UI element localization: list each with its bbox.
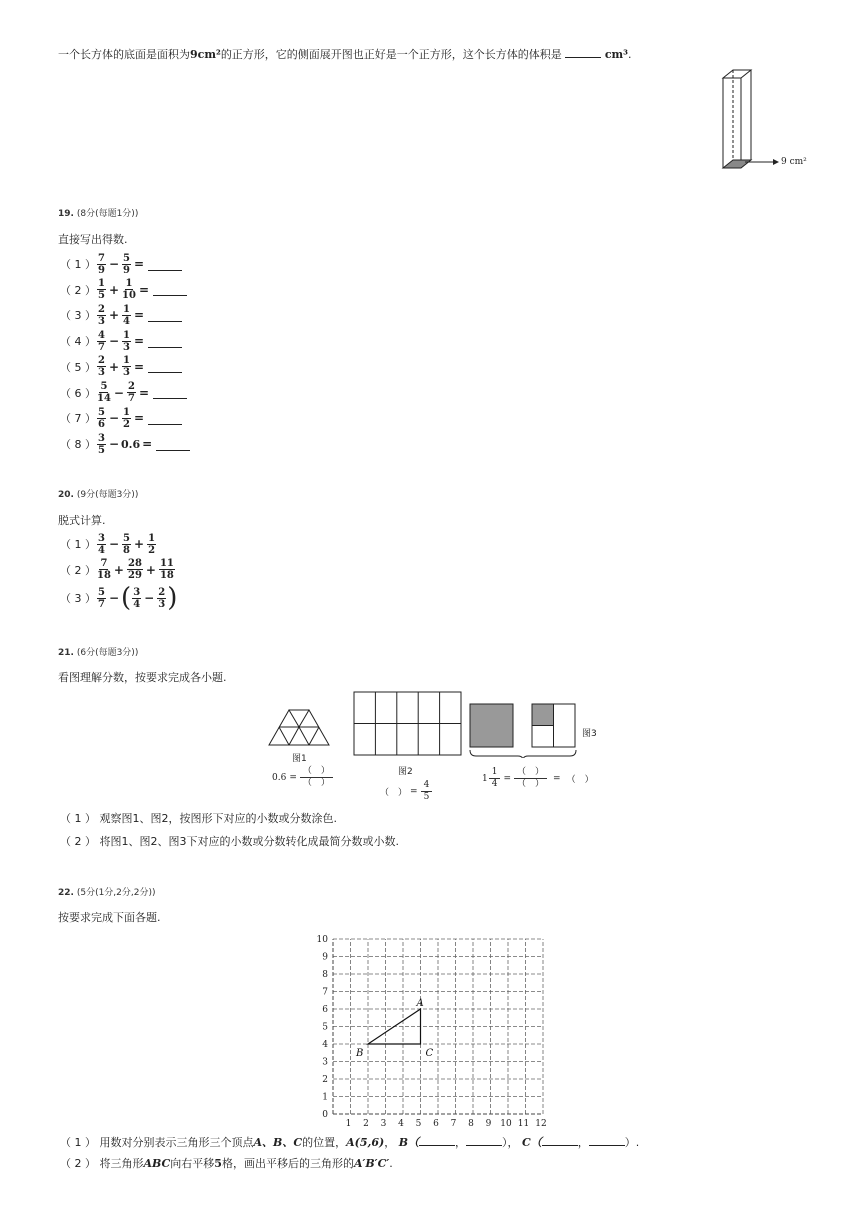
vertex-c-label: C (425, 1048, 434, 1059)
fraction: $\frac{2}{3}$ (98, 303, 105, 327)
q21-instruction: 看图理解分数，按要求完成各小题. (58, 671, 227, 684)
x-tick-label: 7 (450, 1119, 457, 1129)
x-tick-label: 11 (517, 1119, 530, 1129)
x-tick-label: 2 (363, 1119, 369, 1129)
fraction: $\frac{1}{10}$ (122, 278, 136, 302)
q19-item-3: （ 3 ） $\frac{2}{3}$ + $\frac{1}{4}$ = (60, 303, 182, 327)
x-tick-label: 1 (345, 1119, 352, 1129)
q18-text-c: 的正方形，它的侧面展开图也正好是一个正方形，这个长方体的体积是 (220, 48, 562, 61)
y-tick-label: 6 (322, 1005, 328, 1015)
q21-sub-1: （ 1 ） 观察图1、图2，按图形下对应的小数或分数涂色. (60, 812, 337, 825)
q20-item-2: （ 2 ） $\frac{7}{18}$ + $\frac{28}{29}$ + $\frac{11}{18}$ (60, 558, 174, 581)
q18-unit: cm³ (604, 48, 628, 61)
q22-b-y-blank[interactable] (466, 1134, 502, 1146)
q21-fig3-label: 图3 (582, 729, 597, 739)
answer-blank[interactable] (153, 283, 187, 296)
q21-figure-3-squares (468, 702, 580, 758)
x-tick-label: 5 (415, 1119, 422, 1129)
fraction: $\frac{5}{14}$ (97, 381, 111, 404)
q22-coordinate-grid[interactable] (310, 930, 560, 1130)
q19-instruction: 直接写出得数. (58, 233, 128, 246)
y-tick-label: 4 (322, 1040, 328, 1050)
q18-question: 一个长方体的底面是面积为9cm²的正方形，它的侧面展开图也正好是一个正方形，这个长方体的体积是 cm³. (58, 48, 632, 61)
fraction: $\frac{1}{5}$ (98, 278, 105, 302)
q20-header: 20. (9分(每题3分)) (58, 490, 139, 500)
answer-blank[interactable] (148, 335, 182, 348)
fraction: $\frac{1}{3}$ (123, 355, 130, 379)
fraction: $\frac{5}{8}$ (123, 532, 130, 556)
fraction: $\frac{3}{4}$ (98, 532, 105, 556)
y-tick-label: 8 (322, 970, 328, 980)
fraction: $\frac{7}{9}$ (98, 252, 105, 276)
q21-figure-2-grid (353, 691, 463, 757)
vertex-a-label: A (416, 998, 424, 1009)
q21-figure-1-triangles (266, 706, 336, 748)
q19-item-4: （ 4 ） $\frac{4}{7}$ − $\frac{1}{3}$ = (60, 329, 182, 353)
q22-header: 22. (5分(1分,2分,2分)) (58, 888, 156, 898)
q19-item-5: （ 5 ） $\frac{2}{3}$ + $\frac{1}{3}$ = (60, 355, 182, 379)
q19-item-8: （ 8 ） $\frac{3}{5}$ − 0.6 = (60, 432, 190, 456)
x-tick-label: 6 (433, 1119, 439, 1129)
x-tick-label: 10 (500, 1119, 512, 1129)
x-tick-label: 8 (468, 1119, 474, 1129)
y-tick-label: 2 (322, 1075, 328, 1085)
q22-sub-1: （ 1 ） 用数对分别表示三角形三个顶点A、B、C的位置，A(5,6)， B（ ， ）， C（ ， ）. (60, 1136, 640, 1149)
answer-blank[interactable] (148, 412, 182, 425)
fraction: $\frac{1}{2}$ (148, 532, 156, 556)
y-tick-label: 0 (322, 1110, 328, 1120)
q21-sub-2: （ 2 ） 将图1、图2、图3下对应的小数或分数转化成最简分数或小数. (60, 835, 399, 848)
q20-item-1: （ 1 ） $\frac{3}{4}$ − $\frac{5}{8}$ + $\frac{1}{2}$ (60, 532, 156, 556)
fraction: $\frac{11}{18}$ (159, 558, 174, 581)
q19-item-6: （ 6 ） $\frac{5}{14}$ − $\frac{2}{7}$ = (60, 381, 187, 405)
answer-blank[interactable] (148, 309, 182, 322)
fraction: $\frac{1}{4}$ (123, 303, 130, 327)
q22-c-y-blank[interactable] (589, 1134, 625, 1146)
q19-item-1: （ 1 ） $\frac{7}{9}$ − $\frac{5}{9}$ = (60, 252, 182, 276)
x-tick-label: 3 (380, 1119, 387, 1129)
y-tick-label: 5 (322, 1022, 328, 1033)
q22-sub-2: （ 2 ） 将三角形ABC向右平移5格，画出平移后的三角形的A′B′C′. (60, 1157, 393, 1170)
fraction: $\frac{7}{18}$ (97, 558, 111, 581)
answer-blank[interactable] (153, 386, 187, 399)
q21-fig1-label: 图1 (292, 754, 307, 764)
q21-fig1-expression: 0.6 = $\frac{( )}{( )}$ (272, 766, 333, 789)
y-tick-label: 3 (322, 1057, 328, 1068)
q20-instruction: 脱式计算. (58, 514, 106, 527)
y-tick-label: 10 (316, 935, 328, 945)
fraction: $\frac{1}{2}$ (123, 406, 130, 430)
y-tick-label: 7 (322, 987, 328, 998)
q20-item-3: （ 3 ） $\frac{5}{7}$ − ( $\frac{3}{4}$ − $\frac{2}{3}$ ) (60, 583, 178, 613)
q18-figure-label: 9 cm² (781, 157, 807, 167)
q19-header: 19. (8分(每题1分)) (58, 209, 139, 219)
y-tick-label: 1 (322, 1092, 328, 1103)
answer-blank[interactable] (156, 438, 190, 451)
q21-header: 21. (6分(每题3分)) (58, 648, 139, 658)
q22-b-x-blank[interactable] (419, 1134, 455, 1146)
q19-item-7: （ 7 ） $\frac{5}{6}$ − $\frac{1}{2}$ = (60, 406, 182, 430)
q21-fig2-expression: （ ） = $\frac{4}{5}$ (380, 780, 432, 803)
answer-blank[interactable] (148, 360, 182, 373)
answer-blank[interactable] (148, 258, 182, 271)
q21-fig2-label: 图2 (398, 767, 413, 777)
fraction: $\frac{2}{3}$ (98, 355, 105, 379)
x-tick-label: 9 (485, 1119, 492, 1129)
q21-fig3-expression: 1 $\frac{1}{4}$ = $\frac{( )}{( )}$ = （ ） (482, 767, 594, 789)
fraction: $\frac{28}{29}$ (127, 558, 142, 581)
y-tick-label: 9 (322, 952, 328, 963)
q22-c-x-blank[interactable] (542, 1134, 578, 1146)
q18-text-a: 一个长方体的底面是面积为 (58, 48, 190, 61)
fraction: $\frac{4}{7}$ (98, 329, 105, 353)
x-tick-label: 4 (398, 1119, 404, 1129)
fraction: $\frac{5}{9}$ (123, 252, 130, 276)
fraction: $\frac{2}{7}$ (127, 381, 135, 404)
x-tick-label: 12 (535, 1119, 547, 1129)
q22-instruction: 按要求完成下面各题. (58, 911, 161, 924)
fraction: $\frac{1}{3}$ (123, 329, 130, 353)
q19-item-2: （ 2 ） $\frac{1}{5}$ + $\frac{1}{10}$ = (60, 278, 187, 302)
q18-answer-blank[interactable] (565, 46, 601, 58)
fraction: $\frac{5}{6}$ (98, 406, 105, 430)
vertex-b-label: B (356, 1048, 364, 1059)
q18-area: 9cm² (190, 48, 221, 61)
fraction: $\frac{3}{5}$ (98, 432, 105, 456)
